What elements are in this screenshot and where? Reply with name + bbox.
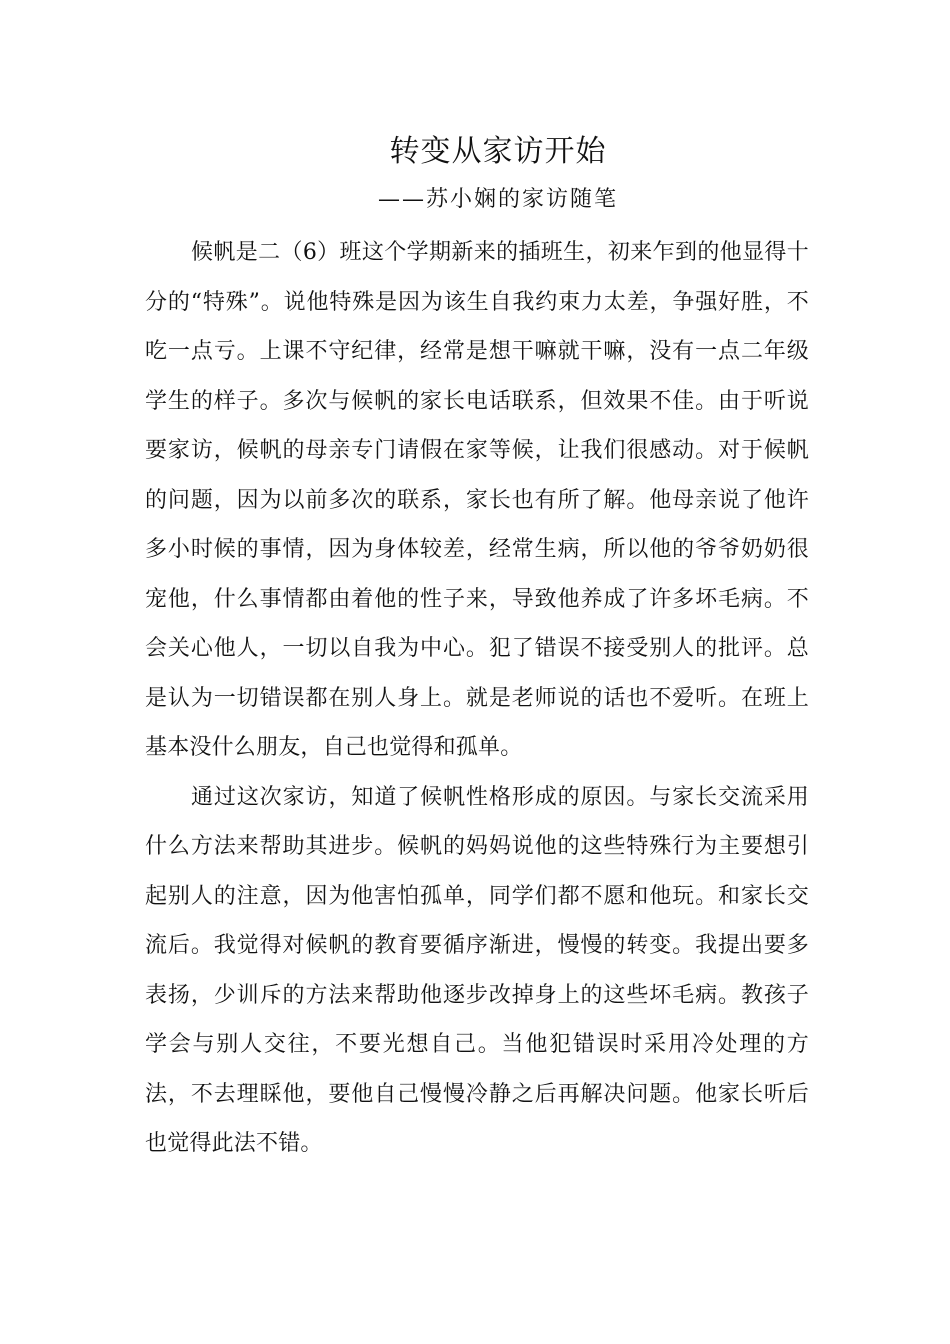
paragraph-1: 候帆是二（6）班这个学期新来的插班生，初来乍到的他显得十分的“特殊”。说他特殊是因为该生自我约束力太差，争强好胜，不吃一点亏。上课不守纪律，经常是想干嘛就干嘛，没有一点二年级学生的样子。多次与候帆的家长电话联系，但效果不佳。由于听说要家访，候帆的母亲专门请假在家等候，让我们很感动。对于候帆的问题，因为以前多次的联系，家长也有所了解。他母亲说了他许多小时候的事情，因为身体较差，经常生病，所以他的爷爷奶奶很宠他，什么事情都由着他的性子来，导致他养成了许多坏毛病。不会关心他人，一切以自我为中心。犯了错误不接受别人的批评。总是认为一切错误都在别人身上。就是老师说的话也不爱听。在班上基本没什么朋友，自己也觉得和孤单。 bbox=[145, 240, 809, 760]
document-title: 转变从家访开始 bbox=[389, 134, 607, 169]
document-subtitle: ——苏小娴的家访随笔 bbox=[377, 187, 618, 212]
document-body bbox=[145, 228, 809, 1169]
paragraph-2: 通过这次家访，知道了候帆性格形成的原因。与家长交流采用什么方法来帮助其进步。候帆的妈妈说他的这些特殊行为主要想引起别人的注意，因为他害怕孤单，同学们都不愿和他玩。和家长交流后。我觉得对候帆的教育要循序渐进，慢慢的转变。我提出要多表扬，少训斥的方法来帮助他逐步改掉身上的这些坏毛病。教孩子学会与别人交往，不要光想自己。当他犯错误时采用冷处理的方法，不去理睬他，要他自己慢慢冷静之后再解决问题。他家长听后也觉得此法不错。 bbox=[145, 784, 809, 1156]
